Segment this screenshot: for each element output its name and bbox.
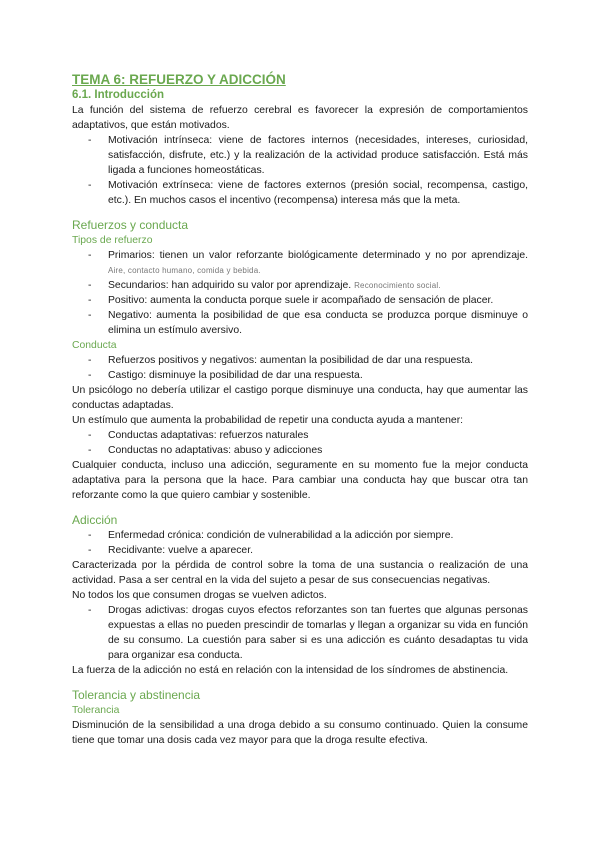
list-item: - Drogas adictivas: drogas cuyos efectos reforzantes son tan fuertes que algunas personas expuestas a ellas no pueden prescindir de tomarlas y llegan a organizar su vida en función de su consumo. La cuestión para saber si es una adicción es cuánto desadaptas tu vida para organizar esa conducta. — [88, 605, 528, 661]
section-heading-tolerancia: Tolerancia y abstinencia — [72, 688, 201, 702]
dash-bullet: - — [88, 430, 92, 441]
document-title: TEMA 6: REFUERZO Y ADICCIÓN — [72, 72, 286, 87]
list-item: - Recidivante: vuelve a aparecer. — [88, 545, 253, 556]
list-item: - Refuerzos positivos y negativos: aumentan la posibilidad de dar una respuesta. — [88, 355, 474, 366]
dash-bullet: - — [88, 605, 92, 616]
dash-bullet: - — [88, 280, 92, 291]
list-item: - Conductas no adaptativas: abuso y adicciones — [88, 445, 323, 456]
list-item: - Conductas adaptativas: refuerzos naturales — [88, 430, 309, 441]
dash-bullet: - — [88, 310, 92, 321]
bullet-list — [72, 528, 528, 558]
dash-bullet: - — [88, 370, 92, 381]
subheading-tolerancia: Tolerancia — [72, 705, 120, 716]
dash-bullet: - — [88, 445, 92, 456]
list-item: - Motivación intrínseca: viene de factores internos (necesidades, intereses, curiosidad, satisfacción, disfrute, etc.) y la realización de la actividad produce satisfacción. Está más ligada a funciones homeostáticas. — [88, 135, 528, 176]
list-item: - Primarios: tienen un valor reforzante biológicamente determinado y no por aprendizaje. Aire, contacto humano, comida y bebida. — [88, 250, 528, 275]
list-item: - Castigo: disminuye la posibilidad de dar una respuesta. — [88, 370, 363, 381]
bullet-list — [72, 248, 528, 338]
paragraph: Disminución de la sensibilidad a una droga debido a su consumo continuado. Quien la consume tiene que tomar una dosis cada vez mayor para que la droga resulte efectiva. — [72, 720, 528, 746]
dash-bullet: - — [88, 250, 92, 261]
paragraph: La función del sistema de refuerzo cerebral es favorecer la expresión de comportamientos adaptativos, que están motivados. — [72, 105, 528, 131]
section-heading-adiccion: Adicción — [72, 513, 118, 527]
section-heading-introduccion: 6.1. Introducción — [72, 89, 165, 101]
dash-bullet: - — [88, 355, 92, 366]
subheading-conducta: Conducta — [72, 340, 117, 351]
paragraph: No todos los que consumen drogas se vuelven adictos. — [72, 590, 327, 601]
section-heading-refuerzos: Refuerzos y conducta — [72, 218, 189, 232]
example-note: Aire, contacto humano, comida y bebida. — [108, 266, 261, 275]
bullet-list — [72, 353, 528, 383]
list-item: - Positivo: aumenta la conducta porque suele ir acompañado de sensación de placer. — [88, 295, 494, 306]
dash-bullet: - — [88, 135, 92, 146]
list-item: - Motivación extrínseca: viene de factores externos (presión social, recompensa, castigo, etc.). En muchos casos el incentivo (recompensa) interesa más que la meta. — [88, 180, 528, 206]
dash-bullet: - — [88, 530, 92, 541]
bullet-list — [72, 428, 528, 458]
paragraph: La fuerza de la adicción no está en relación con la intensidad de los síndromes de abstinencia. — [72, 665, 509, 676]
bullet-list — [72, 603, 528, 663]
paragraph: Un psicólogo no debería utilizar el castigo porque disminuye una conducta, hay que aumentar las conductas adaptadas. — [72, 385, 528, 411]
dash-bullet: - — [88, 545, 92, 556]
list-item: - Negativo: aumenta la posibilidad de que esa conducta se produzca porque disminuye o elimina un estímulo aversivo. — [88, 310, 528, 336]
paragraph: Caracterizada por la pérdida de control sobre la toma de una sustancia o realización de una actividad. Pasa a ser central en la vida del sujeto a pesar de sus consecuencias negativas. — [72, 560, 528, 586]
dash-bullet: - — [88, 295, 92, 306]
paragraph: Un estímulo que aumenta la probabilidad de repetir una conducta ayuda a mantener: — [72, 415, 464, 426]
bullet-list — [72, 133, 528, 208]
example-note: Reconocimiento social. — [354, 281, 441, 290]
dash-bullet: - — [88, 180, 92, 191]
list-item: - Secundarios: han adquirido su valor por aprendizaje. Reconocimiento social. — [88, 280, 441, 291]
paragraph: Cualquier conducta, incluso una adicción, seguramente en su momento fue la mejor conducta adaptativa para la persona que la hace. Para cambiar una conducta hay que buscar otra tan reforzante como la que quiero cambiar y sostenible. — [72, 460, 528, 501]
document-content — [72, 72, 528, 748]
list-item: - Enfermedad crónica: condición de vulnerabilidad a la adicción por siempre. — [88, 530, 454, 541]
subheading-tipos: Tipos de refuerzo — [72, 235, 153, 246]
